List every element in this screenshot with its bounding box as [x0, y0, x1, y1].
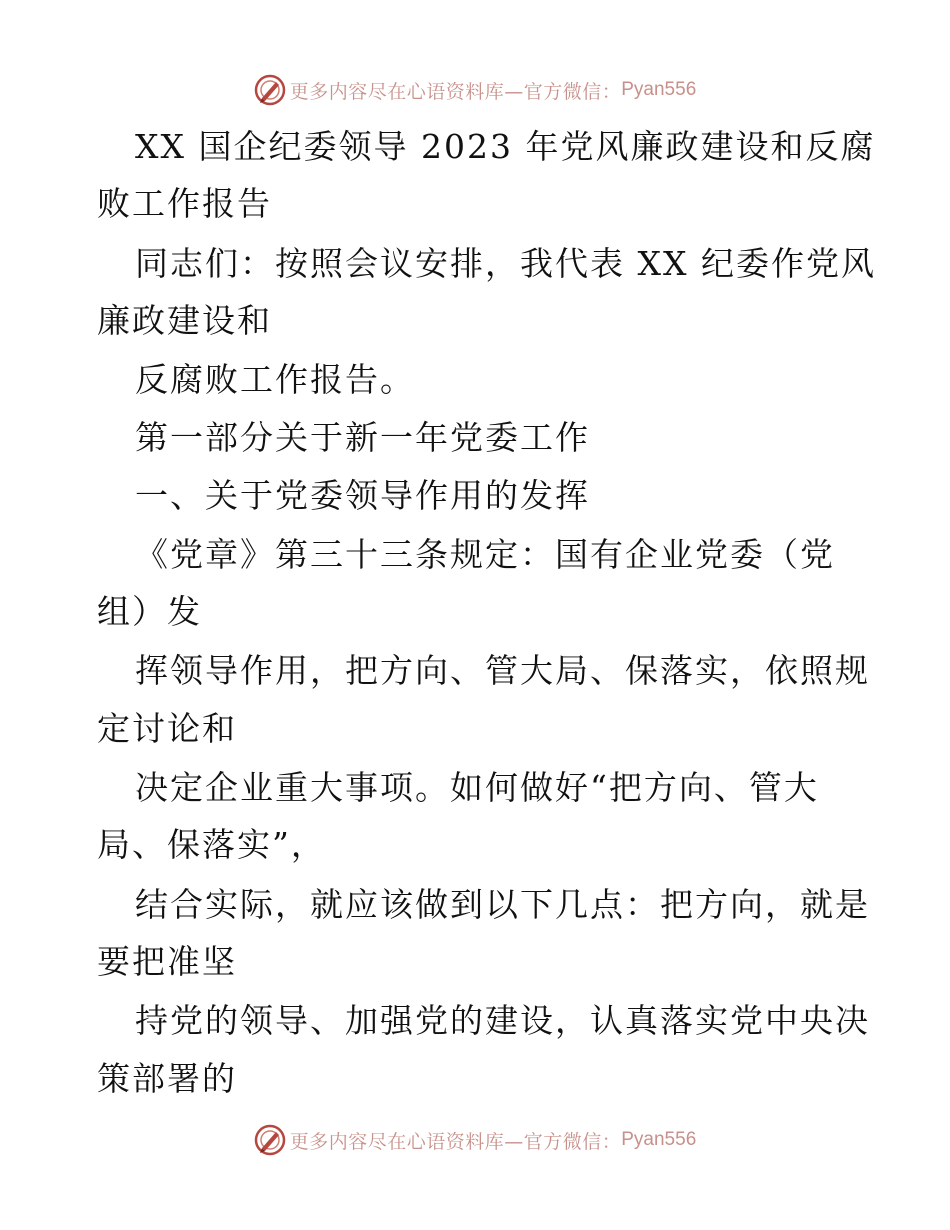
banner-wechat-id: Pyan556 — [621, 1129, 697, 1150]
section-heading: 第一部分关于新一年党委工作 — [135, 418, 590, 457]
paragraph-line: 策部署的 — [97, 1059, 237, 1098]
pen-logo-icon — [254, 1124, 286, 1156]
report-title-line-1: XX 国企纪委领导 2023 年党风廉政建设和反腐 — [135, 127, 876, 166]
paragraph-line: 挥领导作用，把方向、管大局、保落实，依照规 — [135, 651, 870, 690]
paragraph-line: 《党章》第三十三条规定：国有企业党委（党 — [135, 535, 835, 574]
paragraph-line: 决定企业重大事项。如何做好“把方向、管大 — [135, 768, 819, 807]
banner-text: 更多内容尽在心语资料库—官方微信： — [289, 80, 622, 103]
paragraph-line: 同志们：按照会议安排，我代表 XX 纪委作党风 — [135, 244, 876, 283]
paragraph-line: 局、保落实”， — [97, 825, 326, 864]
paragraph-line: 结合实际，就应该做到以下几点：把方向，就是 — [135, 885, 870, 924]
paragraph-line: 廉政建设和 — [97, 301, 272, 340]
subsection-heading: 一、关于党委领导作用的发挥 — [135, 476, 590, 515]
pen-logo-icon — [254, 74, 286, 106]
paragraph-line: 反腐败工作报告。 — [135, 360, 415, 399]
header-banner — [0, 70, 950, 110]
report-title-line-2: 败工作报告 — [97, 184, 272, 223]
paragraph-line: 要把准坚 — [97, 942, 237, 981]
paragraph-line: 持党的领导、加强党的建设，认真落实党中央决 — [135, 1001, 870, 1040]
paragraph-line: 组）发 — [97, 592, 202, 631]
banner-text: 更多内容尽在心语资料库—官方微信： — [289, 1130, 622, 1153]
footer-banner — [0, 1120, 950, 1160]
paragraph-line: 定讨论和 — [97, 709, 237, 748]
banner-wechat-id: Pyan556 — [621, 79, 697, 100]
